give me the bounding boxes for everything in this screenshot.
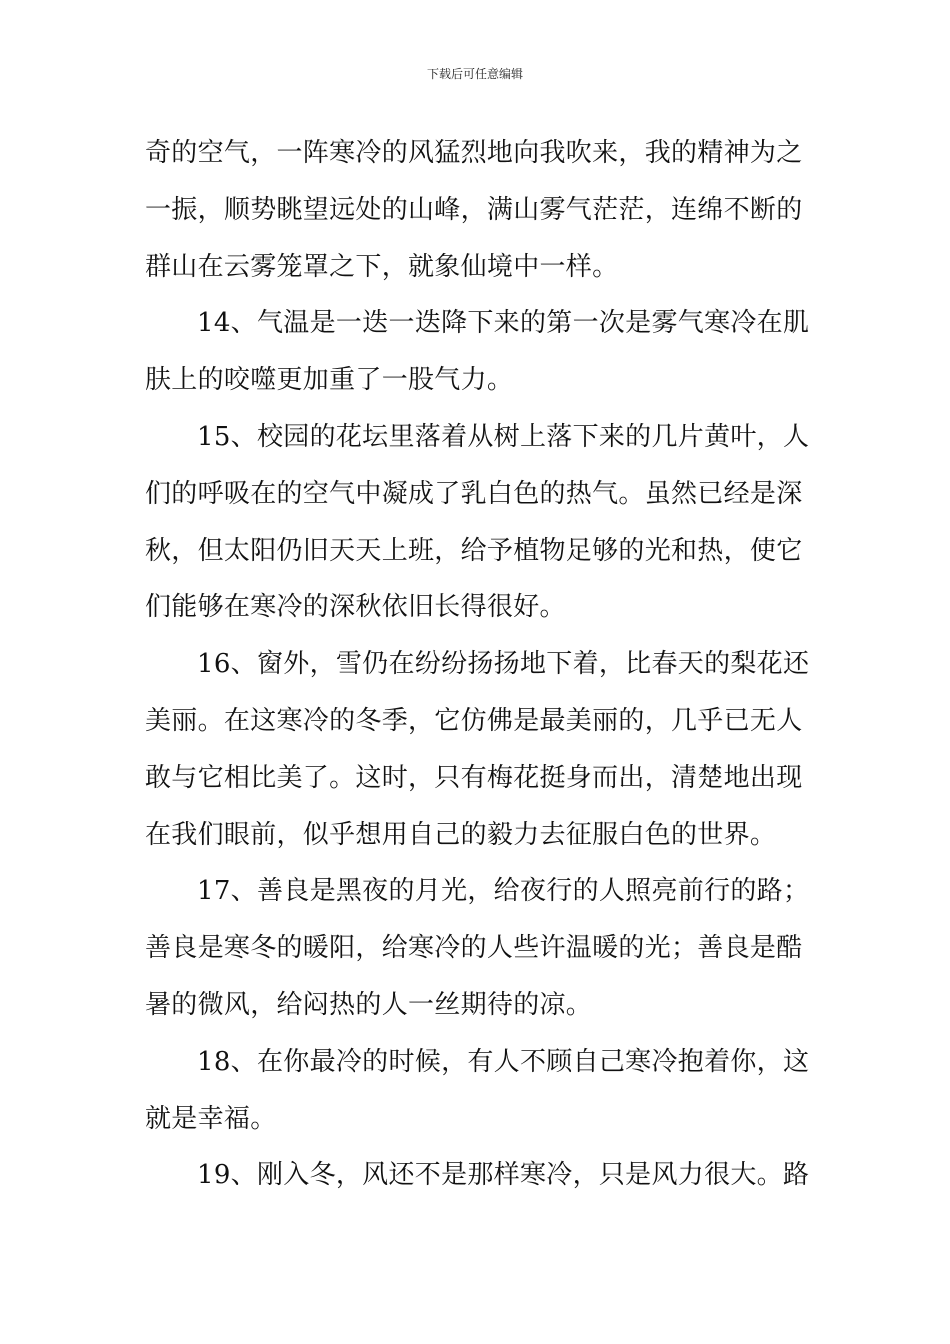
text-line: 善良是寒冬的暖阳，给寒冷的人些许温暖的光；善良是酷	[145, 933, 803, 964]
text-line: 秋，但太阳仍旧天天上班，给予植物足够的光和热，使它	[145, 535, 803, 566]
paragraph-start-19: 19、刚入冬，风还不是那样寒冷，只是风力很大。路	[197, 1160, 810, 1191]
text-line: 敢与它相比美了。这时，只有梅花挺身而出，清楚地出现	[145, 762, 803, 793]
text-line: 在我们眼前，似乎想用自己的毅力去征服白色的世界。	[145, 819, 777, 850]
document-body	[145, 129, 815, 1208]
text-line: 就是幸福。	[145, 1103, 277, 1134]
text-line: 们能够在寒冷的深秋依旧长得很好。	[145, 592, 566, 623]
paragraph-start-18: 18、在你最冷的时候，有人不顾自己寒冷抱着你，这	[197, 1046, 810, 1077]
paragraph-start-16: 16、窗外，雪仍在纷纷扬扬地下着，比春天的梨花还	[197, 649, 810, 680]
paragraph-start-15: 15、校园的花坛里落着从树上落下来的几片黄叶，人	[197, 421, 810, 452]
text-line: 群山在云雾笼罩之下，就象仙境中一样。	[145, 251, 619, 282]
text-line: 奇的空气，一阵寒冷的风猛烈地向我吹来，我的精神为之	[145, 138, 803, 168]
text-line: 美丽。在这寒冷的冬季，它仿佛是最美丽的，几乎已无人	[145, 705, 803, 736]
paragraph-start-14: 14、气温是一迭一迭降下来的第一次是雾气寒冷在肌	[197, 308, 810, 339]
text-line: 暑的微风，给闷热的人一丝期待的凉。	[145, 989, 593, 1020]
paragraph-start-17: 17、善良是黑夜的月光，给夜行的人照亮前行的路；	[197, 876, 810, 907]
text-line: 一振，顺势眺望远处的山峰，满山雾气茫茫，连绵不断的	[145, 194, 803, 225]
text-line: 肤上的咬噬更加重了一股气力。	[145, 365, 514, 396]
page-header: 下载后可任意编辑	[426, 67, 523, 81]
text-line: 们的呼吸在的空气中凝成了乳白色的热气。虽然已经是深	[145, 478, 803, 509]
